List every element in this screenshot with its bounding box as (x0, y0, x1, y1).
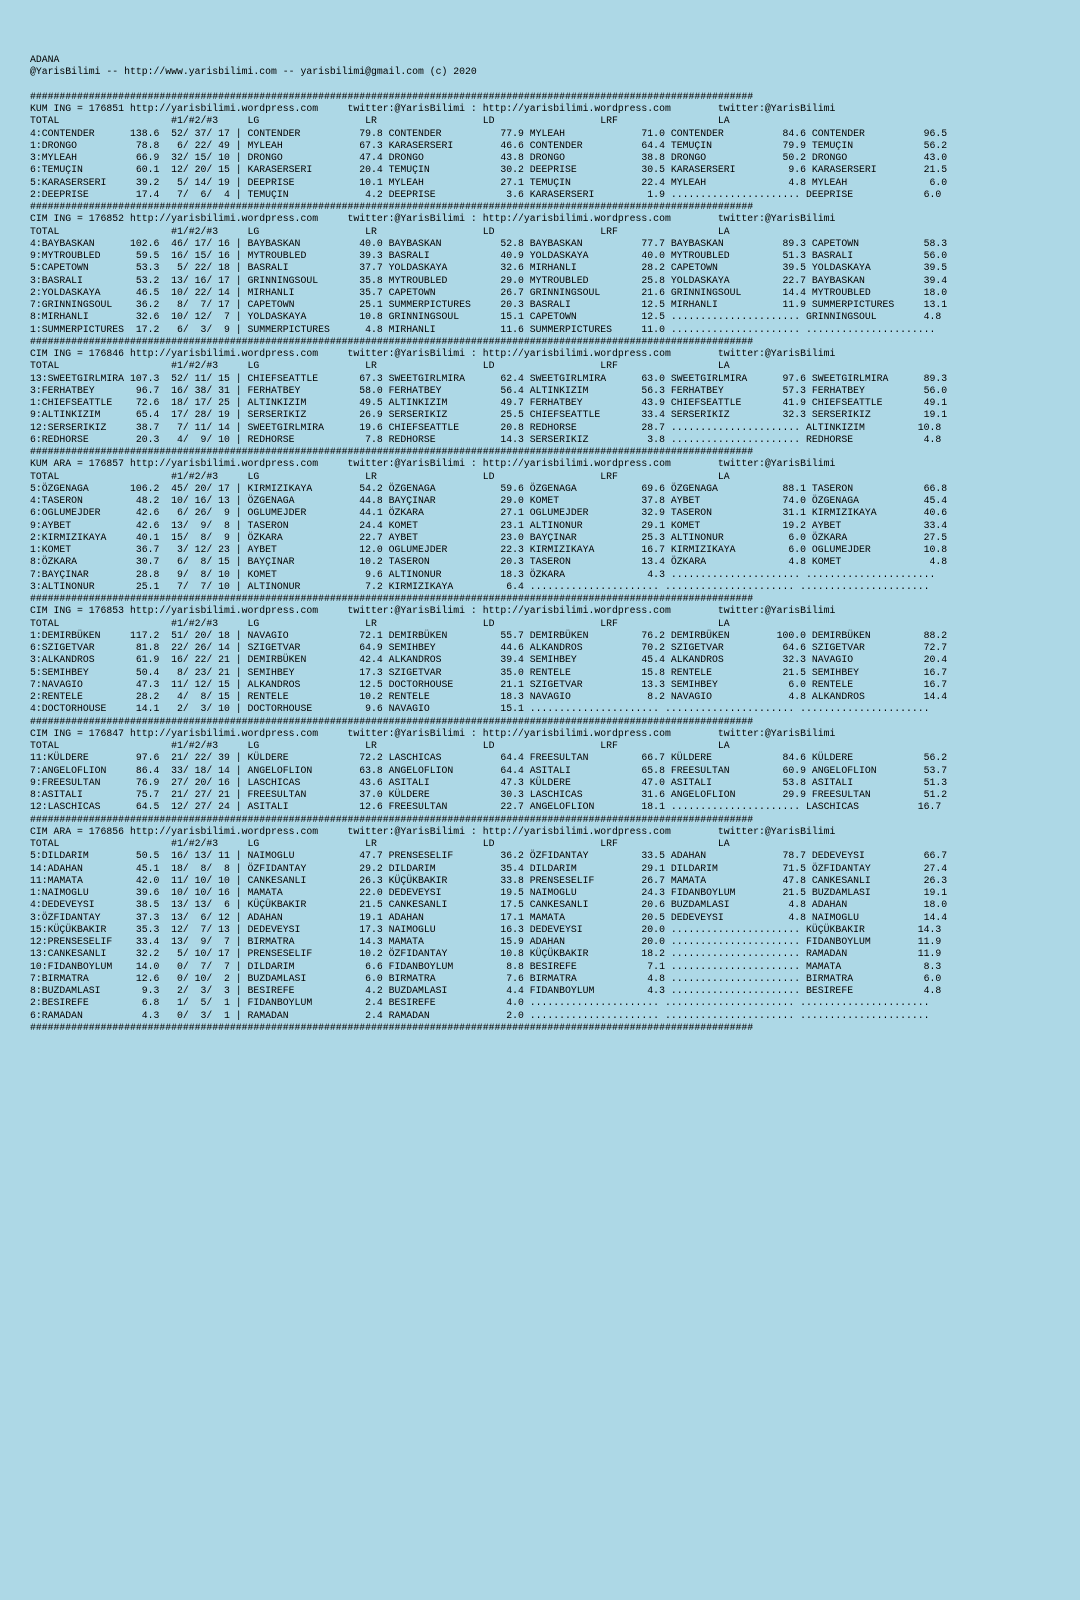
race-title: CIM ING = 176852 http://yarisbilimi.wordpress.com twitter:@YarisBilimi : http://yarisbilimi.wordpress.com twitter:@YarisBilimi (30, 213, 836, 225)
table-row: 11:MAMATA 42.0 11/ 10/ 10 | CANKESANLI 26.3 KÜÇÜKBAKIR 33.8 PRENSESELIF 26.7 MAMATA 47.8 CANKESANLI 26.3 (30, 874, 948, 886)
separator: ########################################################################################################################### (30, 813, 754, 825)
table-row: 3:ALTINONUR 25.1 7/ 7/ 10 | ALTINONUR 7.2 KIRMIZIKAYA 6.4 ...................... ...................... ...................... (30, 580, 930, 592)
table-row: 1:DEMIRBÜKEN 117.2 51/ 20/ 18 | NAVAGIO 72.1 DEMIRBÜKEN 55.7 DEMIRBÜKEN 76.2 DEMIRBÜKEN 100.0 DEMIRBÜKEN 88.2 (30, 629, 948, 641)
column-header: TOTAL #1/#2/#3 LG LR LD LRF LA (30, 470, 730, 482)
table-row: 3:FERHATBEY 96.7 16/ 38/ 31 | FERHATBEY 58.0 FERHATBEY 56.4 ALTINKIZIM 56.3 FERHATBEY 57.3 FERHATBEY 56.0 (30, 384, 948, 396)
table-row: 4:TASERON 48.2 10/ 16/ 13 | ÖZGENAGA 44.8 BAYÇINAR 29.0 KOMET 37.8 AYBET 74.0 ÖZGENAGA 45.4 (30, 495, 948, 506)
table-row: 5:CAPETOWN 53.3 5/ 22/ 18 | BASRALI 37.7 YOLDASKAYA 32.6 MIRHANLI 28.2 CAPETOWN 39.5 YOLDASKAYA 39.5 (30, 262, 948, 274)
table-row: 1:SUMMERPICTURES 17.2 6/ 3/ 9 | SUMMERPICTURES 4.8 MIRHANLI 11.6 SUMMERPICTURES 11.0 ...................... ...................... (30, 323, 936, 335)
table-row: 2:RENTELE 28.2 4/ 8/ 15 | RENTELE 10.2 RENTELE 18.3 NAVAGIO 8.2 NAVAGIO 4.8 ALKANDROS 14.4 (30, 691, 948, 702)
race-title: KUM ING = 176851 http://yarisbilimi.wordpress.com twitter:@YarisBilimi : http://yarisbilimi.wordpress.com twitter:@YarisBilimi (30, 103, 836, 114)
table-row: 9:ALTINKIZIM 65.4 17/ 28/ 19 | SERSERIKIZ 26.9 SERSERIKIZ 25.5 CHIEFSEATTLE 33.4 SERSERIKIZ 32.3 SERSERIKIZ 19.1 (30, 409, 948, 421)
table-row: 7:GRINNINGSOUL 36.2 8/ 7/ 17 | CAPETOWN 25.1 SUMMERPICTURES 20.3 BASRALI 12.5 MIRHANLI 11.9 SUMMERPICTURES 13.1 (30, 299, 948, 310)
table-row: 13:CANKESANLI 32.2 5/ 10/ 17 | PRENSESELIF 10.2 ÖZFIDANTAY 10.8 KÜÇÜKBAKIR 18.2 ...................... RAMADAN 11.9 (30, 948, 942, 960)
table-row: 9:FREESULTAN 76.9 27/ 20/ 16 | LASCHICAS 43.6 ASITALI 47.3 KÜLDERE 47.0 ASITALI 53.8 ASITALI 51.3 (30, 776, 948, 788)
table-row: 1:NAIMOGLU 39.6 10/ 10/ 16 | MAMATA 22.0 DEDEVEYSI 19.5 NAIMOGLU 24.3 FIDANBOYLUM 21.5 BUZDAMLASI 19.1 (30, 887, 948, 898)
column-header: TOTAL #1/#2/#3 LG LR LD LRF LA (30, 617, 730, 629)
table-row: 1:DRONGO 78.8 6/ 22/ 49 | MYLEAH 67.3 KARASERSERI 46.6 CONTENDER 64.4 TEMUÇIN 79.9 TEMUÇIN 56.2 (30, 139, 948, 151)
race-title: KUM ARA = 176857 http://yarisbilimi.wordpress.com twitter:@YarisBilimi : http://yarisbilimi.wordpress.com twitter:@YarisBilimi (30, 458, 836, 470)
blank-line (30, 79, 947, 91)
table-row: 6:RAMADAN 4.3 0/ 3/ 1 | RAMADAN 2.4 RAMADAN 2.0 ...................... ...................... ...................... (30, 1009, 930, 1021)
separator: ########################################################################################################################### (30, 593, 754, 604)
column-header: TOTAL #1/#2/#3 LG LR LD LRF LA (30, 838, 730, 849)
table-row: 3:ÖZFIDANTAY 37.3 13/ 6/ 12 | ADAHAN 19.1 ADAHAN 17.1 MAMATA 20.5 DEDEVEYSI 4.8 NAIMOGLU 14.4 (30, 911, 948, 923)
table-row: 3:ALKANDROS 61.9 16/ 22/ 21 | DEMIRBÜKEN 42.4 ALKANDROS 39.4 SEMIHBEY 45.4 ALKANDROS 32.3 NAVAGIO 20.4 (30, 654, 948, 666)
table-row: 9:MYTROUBLED 59.5 16/ 15/ 16 | MYTROUBLED 39.3 BASRALI 40.9 YOLDASKAYA 40.0 MYTROUBLED 51.3 BASRALI 56.0 (30, 250, 948, 261)
race-title: CIM ING = 176847 http://yarisbilimi.wordpress.com twitter:@YarisBilimi : http://yarisbilimi.wordpress.com twitter:@YarisBilimi (30, 727, 836, 739)
separator: ########################################################################################################################### (30, 1021, 754, 1033)
table-row: 10:FIDANBOYLUM 14.0 0/ 7/ 7 | DILDARIM 6.6 FIDANBOYLUM 8.8 BESIREFE 7.1 ...................... MAMATA 8.3 (30, 960, 942, 972)
report-text (30, 54, 947, 1034)
table-row: 7:NAVAGIO 47.3 11/ 12/ 15 | ALKANDROS 12.5 DOCTORHOUSE 21.1 SZIGETVAR 13.3 SEMIHBEY 6.0 RENTELE 16.7 (30, 678, 948, 690)
credit-line: @YarisBilimi -- http://www.yarisbilimi.com -- yarisbilimi@gmail.com (c) 2020 (30, 66, 477, 78)
table-row: 4:CONTENDER 138.6 52/ 37/ 17 | CONTENDER 79.8 CONTENDER 77.9 MYLEAH 71.0 CONTENDER 84.6 CONTENDER 96.5 (30, 127, 948, 139)
column-header: TOTAL #1/#2/#3 LG LR LD LRF LA (30, 360, 730, 372)
table-row: 12:SERSERIKIZ 38.7 7/ 11/ 14 | SWEETGIRLMIRA 19.6 CHIEFSEATTLE 20.8 REDHORSE 28.7 ...................... ALTINKIZIM 10.8 (30, 421, 942, 433)
column-header: TOTAL #1/#2/#3 LG LR LD LRF LA (30, 115, 730, 127)
table-row: 6:OGLUMEJDER 42.6 6/ 26/ 9 | OGLUMEJDER 44.1 ÖZKARA 27.1 OGLUMEJDER 32.9 TASERON 31.1 KIRMIZIKAYA 40.6 (30, 507, 948, 519)
separator: ########################################################################################################################### (30, 335, 754, 347)
column-header: TOTAL #1/#2/#3 LG LR LD LRF LA (30, 740, 730, 751)
table-row: 2:YOLDASKAYA 46.5 10/ 22/ 14 | MIRHANLI 35.7 CAPETOWN 26.7 GRINNINGSOUL 21.6 GRINNINGSOUL 14.4 MYTROUBLED 18.0 (30, 286, 948, 298)
table-row: 4:DOCTORHOUSE 14.1 2/ 3/ 10 | DOCTORHOUSE 9.6 NAVAGIO 15.1 ...................... ...................... ...................... (30, 703, 930, 715)
table-row: 6:SZIGETVAR 81.8 22/ 26/ 14 | SZIGETVAR 64.9 SEMIHBEY 44.6 ALKANDROS 70.2 SZIGETVAR 64.6 SZIGETVAR 72.7 (30, 642, 948, 653)
table-row: 8:BUZDAMLASI 9.3 2/ 3/ 3 | BESIREFE 4.2 BUZDAMLASI 4.4 FIDANBOYLUM 4.3 ...................... BESIREFE 4.8 (30, 985, 942, 996)
table-row: 15:KÜÇÜKBAKIR 35.3 12/ 7/ 13 | DEDEVEYSI 17.3 NAIMOGLU 16.3 DEDEVEYSI 20.0 ...................... KÜÇÜKBAKIR 14.3 (30, 923, 942, 935)
table-row: 8:MIRHANLI 32.6 10/ 12/ 7 | YOLDASKAYA 10.8 GRINNINGSOUL 15.1 CAPETOWN 12.5 ...................... GRINNINGSOUL 4.8 (30, 311, 942, 323)
table-row: 9:AYBET 42.6 13/ 9/ 8 | TASERON 24.4 KOMET 23.1 ALTINONUR 29.1 KOMET 19.2 AYBET 33.4 (30, 519, 948, 531)
separator: ########################################################################################################################### (30, 201, 754, 212)
separator: ########################################################################################################################### (30, 715, 754, 727)
race-title: CIM ING = 176853 http://yarisbilimi.wordpress.com twitter:@YarisBilimi : http://yarisbilimi.wordpress.com twitter:@YarisBilimi (30, 605, 836, 617)
column-header: TOTAL #1/#2/#3 LG LR LD LRF LA (30, 225, 730, 237)
table-row: 8:ASITALI 75.7 21/ 27/ 21 | FREESULTAN 37.0 KÜLDERE 30.3 LASCHICAS 31.6 ANGELOFLION 29.9 FREESULTAN 51.2 (30, 789, 948, 800)
table-row: 4:DEDEVEYSI 38.5 13/ 13/ 6 | KÜÇÜKBAKIR 21.5 CANKESANLI 17.5 CANKESANLI 20.6 BUZDAMLASI 4.8 ADAHAN 18.0 (30, 899, 948, 911)
table-row: 4:BAYBASKAN 102.6 46/ 17/ 16 | BAYBASKAN 40.0 BAYBASKAN 52.8 BAYBASKAN 77.7 BAYBASKAN 89.3 CAPETOWN 58.3 (30, 237, 948, 249)
table-row: 2:DEEPRISE 17.4 7/ 6/ 4 | TEMUÇIN 4.2 DEEPRISE 3.6 KARASERSERI 1.9 ...................... DEEPRISE 6.0 (30, 188, 942, 200)
table-row: 1:KOMET 36.7 3/ 12/ 23 | AYBET 12.0 OGLUMEJDER 22.3 KIRMIZIKAYA 16.7 KIRMIZIKAYA 6.0 OGLUMEJDER 10.8 (30, 544, 948, 555)
table-row: 5:SEMIHBEY 50.4 8/ 23/ 21 | SEMIHBEY 17.3 SZIGETVAR 35.0 RENTELE 15.8 RENTELE 21.5 SEMIHBEY 16.7 (30, 666, 948, 678)
table-row: 11:KÜLDERE 97.6 21/ 22/ 39 | KÜLDERE 72.2 LASCHICAS 64.4 FREESULTAN 66.7 KÜLDERE 84.6 KÜLDERE 56.2 (30, 752, 948, 764)
table-row: 6:TEMUÇIN 60.1 12/ 20/ 15 | KARASERSERI 20.4 TEMUÇIN 30.2 DEEPRISE 30.5 KARASERSERI 9.6 KARASERSERI 21.5 (30, 164, 948, 176)
table-row: 13:SWEETGIRLMIRA 107.3 52/ 11/ 15 | CHIEFSEATTLE 67.3 SWEETGIRLMIRA 62.4 SWEETGIRLMIRA 63.0 SWEETGIRLMIRA 97.6 SWEETGIRLMIRA 89.3 (30, 372, 948, 384)
table-row: 7:ANGELOFLION 86.4 33/ 18/ 14 | ANGELOFLION 63.8 ANGELOFLION 64.4 ASITALI 65.8 FREESULTAN 60.9 ANGELOFLION 53.7 (30, 764, 948, 776)
table-row: 5:ÖZGENAGA 106.2 45/ 20/ 17 | KIRMIZIKAYA 54.2 ÖZGENAGA 59.6 ÖZGENAGA 69.6 ÖZGENAGA 88.1 TASERON 66.8 (30, 482, 948, 494)
table-row: 7:BIRMATRA 12.6 0/ 10/ 2 | BUZDAMLASI 6.0 BIRMATRA 7.6 BIRMATRA 4.8 ...................... BIRMATRA 6.0 (30, 972, 942, 984)
table-row: 8:ÖZKARA 30.7 6/ 8/ 15 | BAYÇINAR 10.2 TASERON 20.3 TASERON 13.4 ÖZKARA 4.8 KOMET 4.8 (30, 556, 948, 568)
separator: ########################################################################################################################### (30, 90, 754, 102)
table-row: 12:LASCHICAS 64.5 12/ 27/ 24 | ASITALI 12.6 FREESULTAN 22.7 ANGELOFLION 18.1 ...................... LASCHICAS 16.7 (30, 801, 942, 813)
table-row: 6:REDHORSE 20.3 4/ 9/ 10 | REDHORSE 7.8 REDHORSE 14.3 SERSERIKIZ 3.8 ...................... REDHORSE 4.8 (30, 433, 942, 445)
table-row: 3:BASRALI 53.2 13/ 16/ 17 | GRINNINGSOUL 35.8 MYTROUBLED 29.0 MYTROUBLED 25.8 YOLDASKAYA 22.7 BAYBASKAN 39.4 (30, 274, 948, 286)
table-row: 2:BESIREFE 6.8 1/ 5/ 1 | FIDANBOYLUM 2.4 BESIREFE 4.0 ...................... ...................... ...................... (30, 997, 930, 1009)
table-row: 12:PRENSESELIF 33.4 13/ 9/ 7 | BIRMATRA 14.3 MAMATA 15.9 ADAHAN 20.0 ...................... FIDANBOYLUM 11.9 (30, 936, 942, 947)
table-row: 1:CHIEFSEATTLE 72.6 18/ 17/ 25 | ALTINKIZIM 49.5 ALTINKIZIM 49.7 FERHATBEY 43.9 CHIEFSEATTLE 41.9 CHIEFSEATTLE 49.1 (30, 397, 948, 408)
race-title: CIM ARA = 176856 http://yarisbilimi.wordpress.com twitter:@YarisBilimi : http://yarisbilimi.wordpress.com twitter:@YarisBilimi (30, 825, 836, 837)
table-row: 2:KIRMIZIKAYA 40.1 15/ 8/ 9 | ÖZKARA 22.7 AYBET 23.0 BAYÇINAR 25.3 ALTINONUR 6.0 ÖZKARA 27.5 (30, 531, 948, 543)
city-title: ADANA (30, 54, 60, 65)
table-row: 3:MYLEAH 66.9 32/ 15/ 10 | DRONGO 47.4 DRONGO 43.8 DRONGO 38.8 DRONGO 50.2 DRONGO 43.0 (30, 152, 948, 163)
table-row: 5:DILDARIM 50.5 16/ 13/ 11 | NAIMOGLU 47.7 PRENSESELIF 36.2 ÖZFIDANTAY 33.5 ADAHAN 78.7 DEDEVEYSI 66.7 (30, 850, 948, 862)
table-row: 7:BAYÇINAR 28.8 9/ 8/ 10 | KOMET 9.6 ALTINONUR 18.3 ÖZKARA 4.3 ...................... ...................... (30, 568, 936, 580)
separator: ########################################################################################################################### (30, 446, 754, 457)
table-row: 14:ADAHAN 45.1 18/ 8/ 8 | ÖZFIDANTAY 29.2 DILDARIM 35.4 DILDARIM 29.1 DILDARIM 71.5 ÖZFIDANTAY 27.4 (30, 862, 948, 874)
race-title: CIM ING = 176846 http://yarisbilimi.wordpress.com twitter:@YarisBilimi : http://yarisbilimi.wordpress.com twitter:@YarisBilimi (30, 348, 836, 359)
table-row: 5:KARASERSERI 39.2 5/ 14/ 19 | DEEPRISE 10.1 MYLEAH 27.1 TEMUÇIN 22.4 MYLEAH 4.8 MYLEAH 6.0 (30, 176, 948, 188)
